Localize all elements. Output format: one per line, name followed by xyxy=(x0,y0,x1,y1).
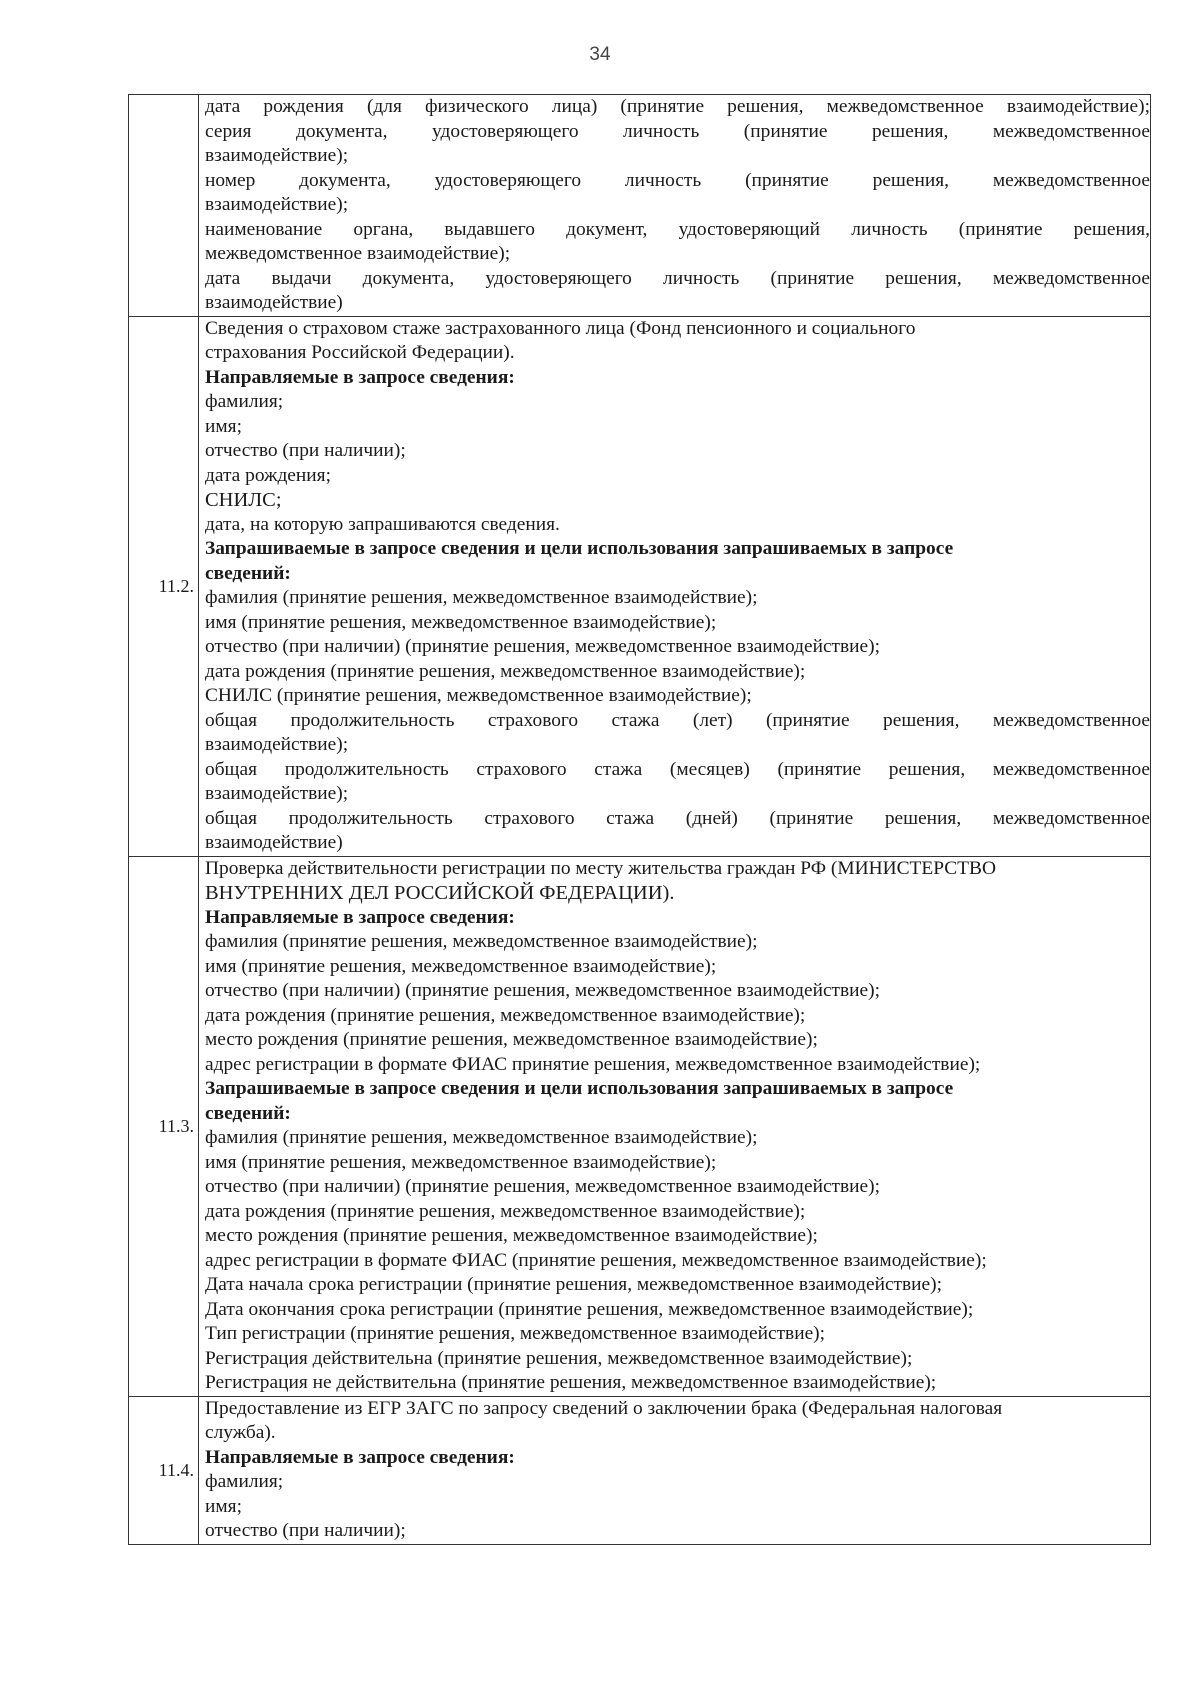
text-line: Регистрация действительна (принятие решения, межведомственное взаимодействие); xyxy=(205,1347,913,1369)
text-line: дата рождения (принятие решения, межведомственное взаимодействие); xyxy=(205,1200,806,1222)
text-line: отчество (при наличии) (принятие решения, межведомственное взаимодействие); xyxy=(205,636,881,657)
section-heading: сведений: xyxy=(205,562,291,584)
text-line: страхования Российской Федерации). xyxy=(205,342,515,363)
text-line: ВНУТРЕННИХ ДЕЛ РОССИЙСКОЙ ФЕДЕРАЦИИ). xyxy=(205,882,675,904)
text-line: взаимодействие); xyxy=(205,783,349,804)
text-line: дата, на которую запрашиваются сведения. xyxy=(205,513,560,535)
text-line: серия документа, удостоверяющего личность (принятие решения, межведомственное xyxy=(205,120,1150,142)
section-heading: Направляемые в запросе сведения: xyxy=(205,906,515,928)
row-content xyxy=(199,316,1151,856)
section-heading: сведений: xyxy=(205,1102,291,1124)
text-line: взаимодействие); xyxy=(205,145,349,166)
row-number: 11.3. xyxy=(129,856,199,1396)
text-line: взаимодействие) xyxy=(205,292,343,313)
text-line: взаимодействие); xyxy=(205,734,349,755)
text-line: взаимодействие); xyxy=(205,194,349,215)
text-line: Дата начала срока регистрации (принятие решения, межведомственное взаимодействие); xyxy=(205,1274,943,1295)
row-number: 11.4. xyxy=(129,1396,199,1544)
text-line: дата рождения (принятие решения, межведомственное взаимодействие); xyxy=(205,1004,806,1026)
text-line: общая продолжительность страхового стажа (дней) (принятие решения, межведомственное xyxy=(205,807,1150,829)
table-row xyxy=(129,856,1151,1396)
text-line: дата рождения (для физического лица) (принятие решения, межведомственное взаимодействие); xyxy=(205,96,1150,117)
row-content xyxy=(199,856,1151,1396)
section-heading: Направляемые в запросе сведения: xyxy=(205,366,515,388)
requirements-table xyxy=(128,94,1151,1545)
text-line: служба). xyxy=(205,1422,276,1443)
text-line: межведомственное взаимодействие); xyxy=(205,243,511,264)
text-line: Проверка действительности регистрации по месту жительства граждан РФ (МИНИСТЕРСТВО xyxy=(205,857,996,879)
text-line: наименование органа, выдавшего документ, удостоверяющий личность (принятие решения, xyxy=(205,218,1150,240)
table-row xyxy=(129,1396,1151,1544)
text-line: адрес регистрации в формате ФИАС принятие решения, межведомственное взаимодействие); xyxy=(205,1053,981,1075)
text-line: фамилия (принятие решения, межведомственное взаимодействие); xyxy=(205,931,758,952)
text-line: Тип регистрации (принятие решения, межведомственное взаимодействие); xyxy=(205,1323,826,1344)
text-line: отчество (при наличии); xyxy=(205,440,406,461)
text-line: Предоставление из ЕГР ЗАГС по запросу сведений о заключении брака (Федеральная налоговая xyxy=(205,1397,1003,1419)
text-line: имя (принятие решения, межведомственное взаимодействие); xyxy=(205,1151,717,1173)
text-line: Регистрация не действительна (принятие решения, межведомственное взаимодействие); xyxy=(205,1372,937,1393)
text-line: СНИЛС; xyxy=(205,489,282,511)
section-heading: Запрашиваемые в запросе сведения и цели использования запрашиваемых в запросе xyxy=(205,1078,954,1099)
text-line: имя (принятие решения, межведомственное взаимодействие); xyxy=(205,955,717,977)
text-line: Дата окончания срока регистрации (принятие решения, межведомственное взаимодействие); xyxy=(205,1298,974,1320)
table-row xyxy=(129,95,1151,317)
row-number: 11.2. xyxy=(129,316,199,856)
text-line: отчество (при наличии); xyxy=(205,1520,406,1541)
section-heading: Запрашиваемые в запросе сведения и цели использования запрашиваемых в запросе xyxy=(205,538,954,559)
row-content xyxy=(199,1396,1151,1544)
text-line: СНИЛС (принятие решения, межведомственное взаимодействие); xyxy=(205,685,752,706)
row-content xyxy=(199,95,1151,317)
text-line: дата рождения (принятие решения, межведомственное взаимодействие); xyxy=(205,660,806,682)
text-line: место рождения (принятие решения, межведомственное взаимодействие); xyxy=(205,1225,818,1246)
text-line: номер документа, удостоверяющего личность (принятие решения, межведомственное xyxy=(205,169,1150,191)
table-row xyxy=(129,316,1151,856)
row-number xyxy=(129,95,199,317)
text-line: дата рождения; xyxy=(205,464,331,486)
page-number: 34 xyxy=(589,44,611,65)
text-line: дата выдачи документа, удостоверяющего личность (принятие решения, межведомственное xyxy=(205,267,1150,289)
text-line: общая продолжительность страхового стажа (месяцев) (принятие решения, межведомственное xyxy=(205,758,1150,780)
text-line: имя (принятие решения, межведомственное взаимодействие); xyxy=(205,611,717,633)
text-line: имя; xyxy=(205,415,242,437)
text-line: фамилия; xyxy=(205,391,284,412)
text-line: фамилия; xyxy=(205,1471,284,1492)
section-heading: Направляемые в запросе сведения: xyxy=(205,1446,515,1468)
text-line: отчество (при наличии) (принятие решения, межведомственное взаимодействие); xyxy=(205,1176,881,1197)
text-line: взаимодействие) xyxy=(205,832,343,853)
text-line: имя; xyxy=(205,1495,242,1517)
text-line: отчество (при наличии) (принятие решения, межведомственное взаимодействие); xyxy=(205,980,881,1001)
text-line: место рождения (принятие решения, межведомственное взаимодействие); xyxy=(205,1029,818,1050)
text-line: фамилия (принятие решения, межведомственное взаимодействие); xyxy=(205,587,758,608)
text-line: адрес регистрации в формате ФИАС (принятие решения, межведомственное взаимодействие); xyxy=(205,1249,987,1271)
text-line: Сведения о страховом стаже застрахованного лица (Фонд пенсионного и социального xyxy=(205,317,916,339)
text-line: общая продолжительность страхового стажа (лет) (принятие решения, межведомственное xyxy=(205,709,1150,731)
text-line: фамилия (принятие решения, межведомственное взаимодействие); xyxy=(205,1127,758,1148)
